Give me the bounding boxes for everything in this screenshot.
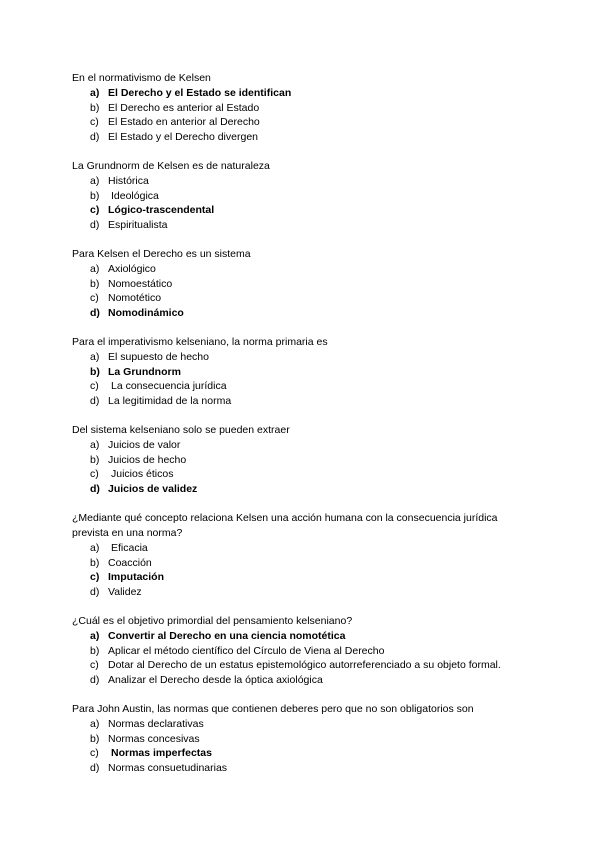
question-text: En el normativismo de Kelsen <box>72 72 211 84</box>
question-6 <box>72 511 572 599</box>
option-a: a) Eficacia <box>90 542 148 554</box>
option-c: c) Imputación <box>90 571 165 583</box>
option-list <box>72 174 572 232</box>
question-1 <box>72 71 572 144</box>
option-b: b) Coacción <box>90 556 152 569</box>
option-a: a) El Derecho y el Estado se identifican <box>90 87 292 99</box>
option-c: c) Normas imperfectas <box>90 747 212 759</box>
option-d: d) Juicios de validez <box>90 482 198 495</box>
option-c: c) El Estado en anterior al Derecho <box>90 116 260 128</box>
option-d: d) Analizar el Derecho desde la óptica axiológica <box>90 673 323 686</box>
option-b: b) Normas concesivas <box>90 732 200 745</box>
question-text: Para Kelsen el Derecho es un sistema <box>72 248 251 260</box>
option-b: b) Ideológica <box>90 189 159 202</box>
option-list <box>72 717 572 775</box>
option-a: a) El supuesto de hecho <box>90 351 209 363</box>
option-c: c) Lógico-trascendental <box>90 204 215 216</box>
option-list <box>72 541 572 599</box>
option-b: b) Juicios de hecho <box>90 453 187 466</box>
option-b: b) Aplicar el método científico del Círculo de Viena al Derecho <box>90 644 385 657</box>
option-a: a) Convertir al Derecho en una ciencia nomotética <box>90 630 346 642</box>
question-8 <box>72 702 572 775</box>
question-text: Para el imperativismo kelseniano, la norma primaria es <box>72 336 328 348</box>
option-b: b) Nomoestático <box>90 277 173 290</box>
question-text: ¿Mediante qué concepto relaciona Kelsen una acción humana con la consecuencia jurídica prevista en una norma? <box>72 512 498 539</box>
option-d: d) Validez <box>90 585 142 598</box>
option-c: c) Dotar al Derecho de un estatus epistemológico autorreferenciado a su objeto formal. <box>90 659 501 671</box>
option-d: d) El Estado y el Derecho divergen <box>90 130 258 143</box>
option-list <box>72 86 572 144</box>
option-list <box>72 262 572 320</box>
option-list <box>72 438 572 496</box>
option-d: d) Espiritualista <box>90 218 168 231</box>
option-b: b) El Derecho es anterior al Estado <box>90 101 260 114</box>
question-text: Del sistema kelseniano solo se pueden extraer <box>72 424 290 436</box>
question-2 <box>72 159 572 232</box>
option-list <box>72 350 572 408</box>
option-d: d) La legitimidad de la norma <box>90 394 232 407</box>
question-text: La Grundnorm de Kelsen es de naturaleza <box>72 160 270 172</box>
option-a: a) Juicios de valor <box>90 439 181 451</box>
option-c: c) Juicios éticos <box>90 468 174 480</box>
option-a: a) Histórica <box>90 175 149 187</box>
question-7 <box>72 614 572 687</box>
option-a: a) Axiológico <box>90 263 156 275</box>
option-c: c) La consecuencia jurídica <box>90 380 227 392</box>
question-text: ¿Cuál es el objetivo primordial del pensamiento kelseniano? <box>72 615 353 627</box>
option-list <box>72 629 572 687</box>
option-b: b) La Grundnorm <box>90 365 181 378</box>
question-5 <box>72 423 572 496</box>
question-4 <box>72 335 572 408</box>
option-d: d) Nomodinámico <box>90 306 184 319</box>
question-text: Para John Austin, las normas que contienen deberes pero que no son obligatorios son <box>72 703 474 715</box>
option-a: a) Normas declarativas <box>90 718 204 730</box>
question-3 <box>72 247 572 320</box>
option-c: c) Nomotético <box>90 292 162 304</box>
option-d: d) Normas consuetudinarias <box>90 761 228 774</box>
